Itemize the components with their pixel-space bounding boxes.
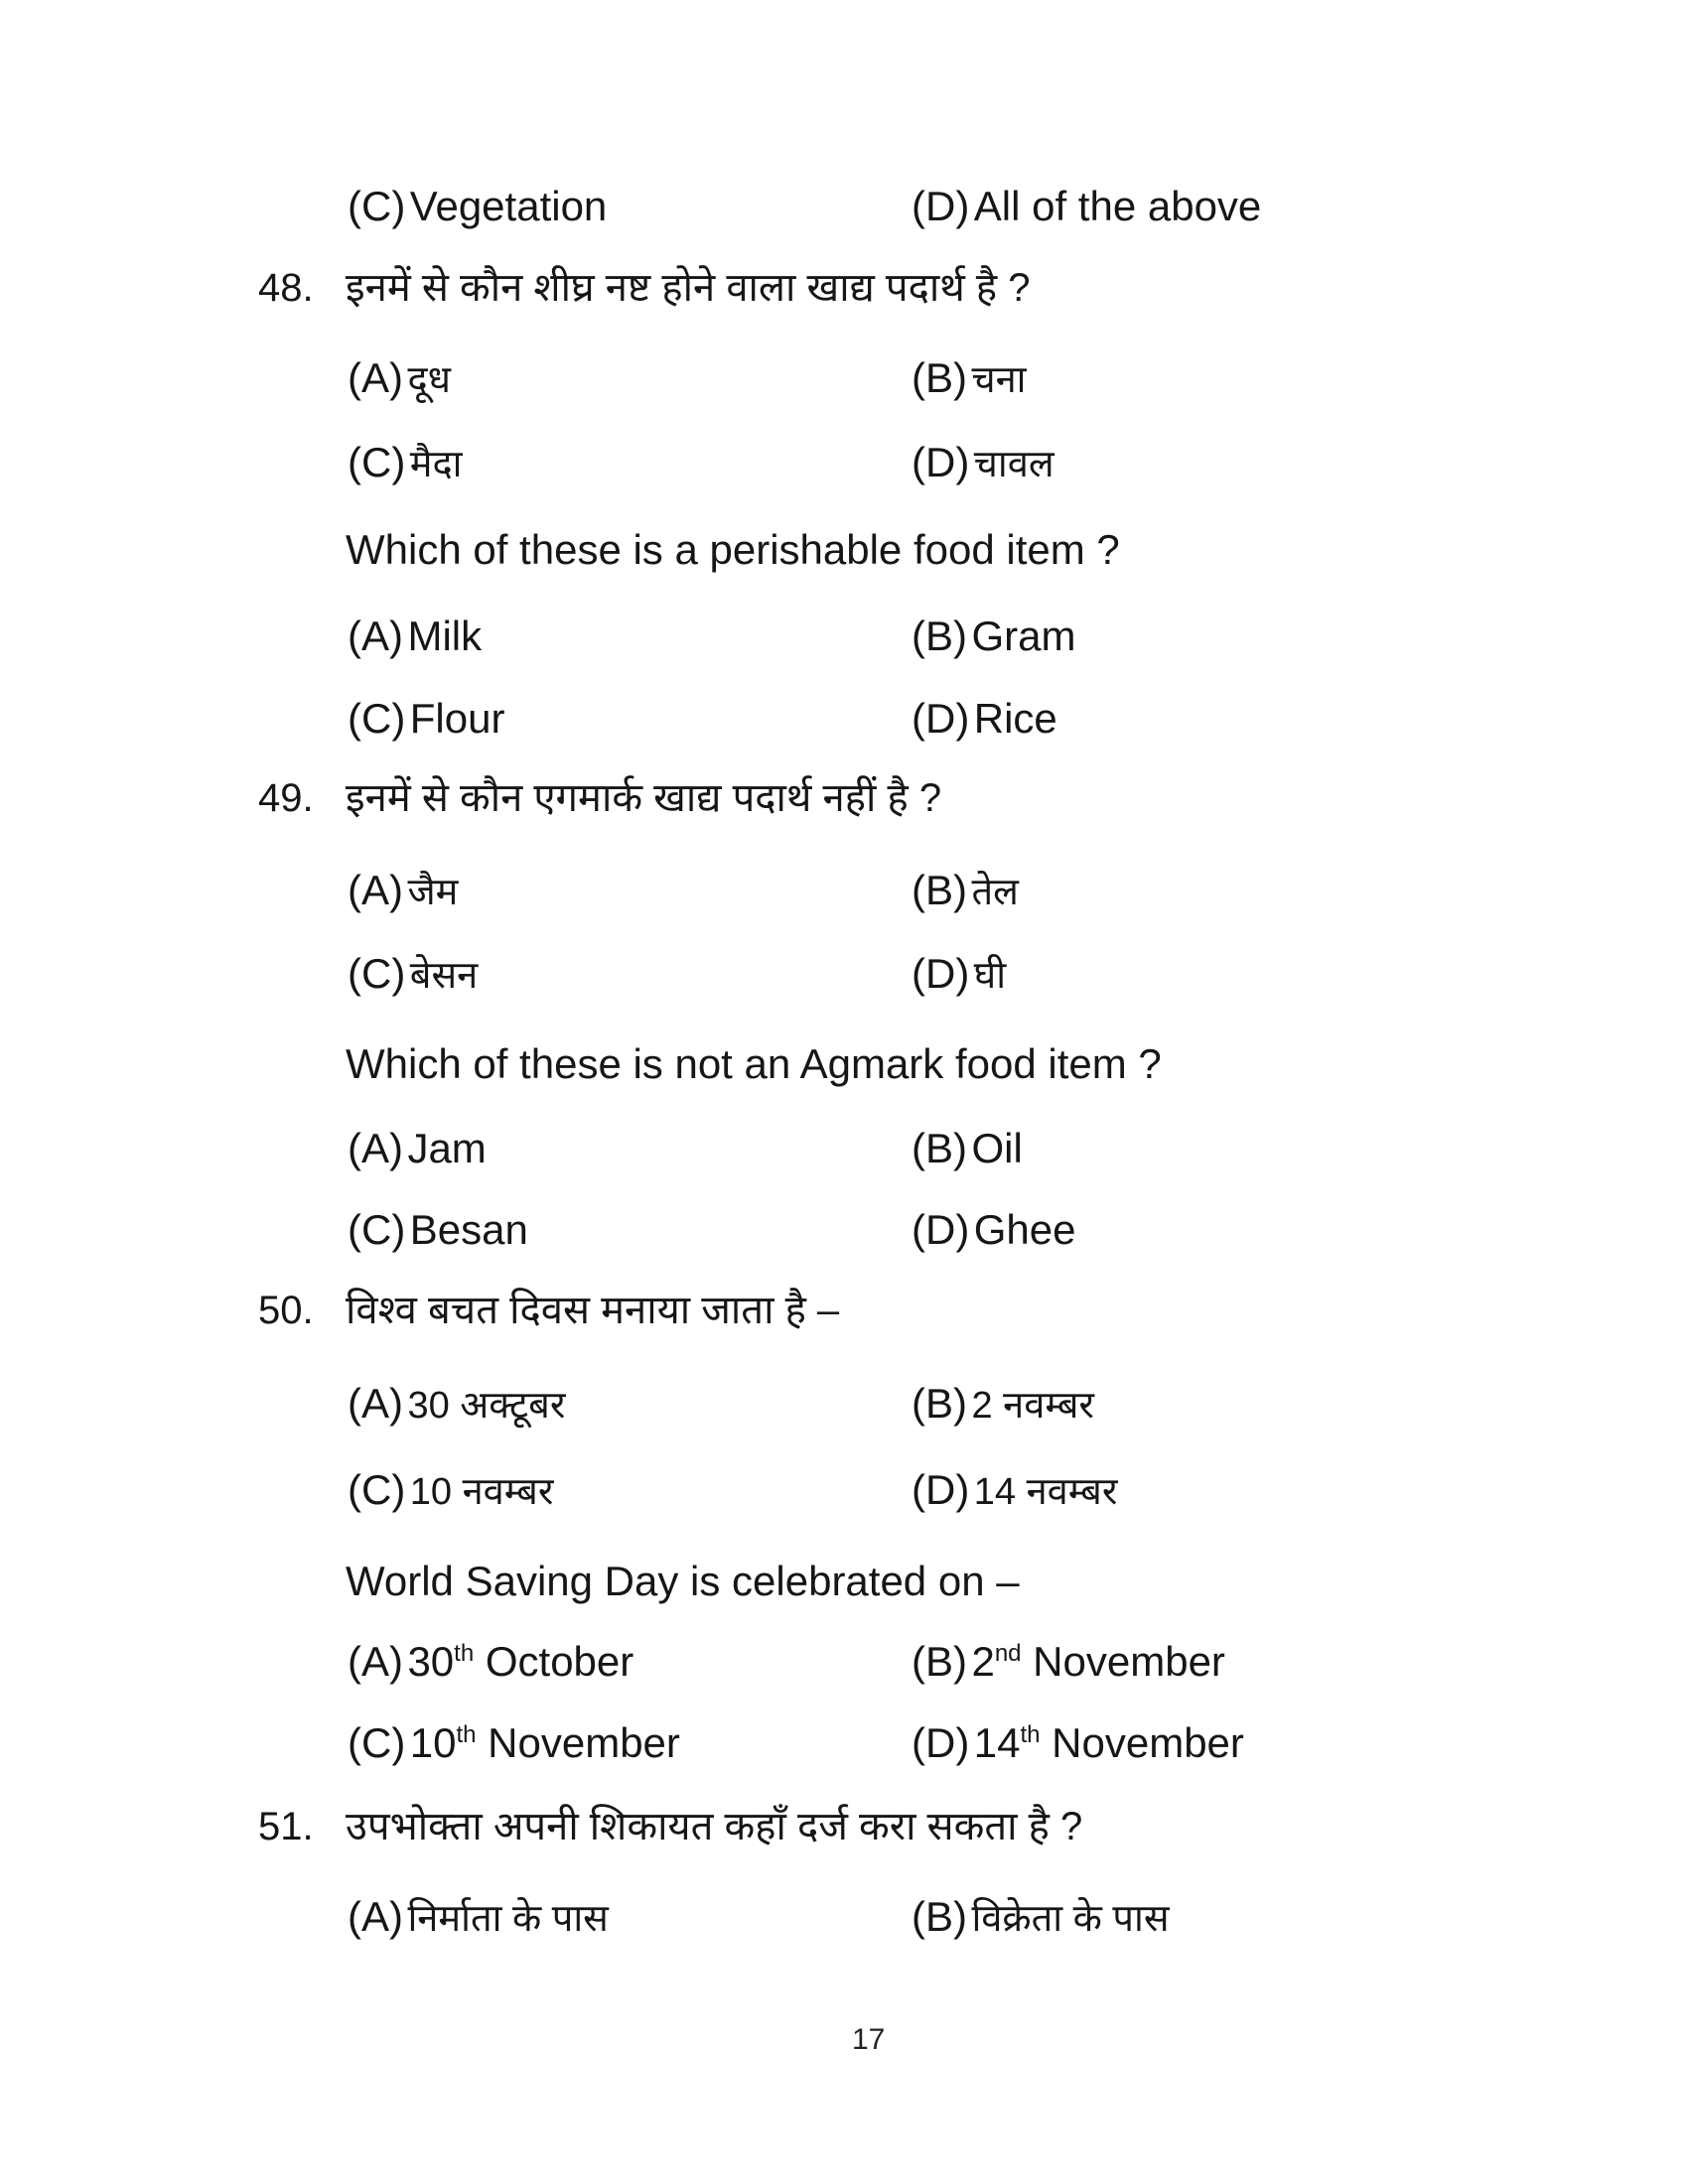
option-d: [912, 1206, 1076, 1254]
option-a: [348, 1893, 609, 1942]
option-text: All of the above: [973, 183, 1262, 229]
option-d: [912, 1466, 1117, 1515]
option-text: Gram: [971, 613, 1076, 659]
ordinal-suffix: th: [454, 1640, 475, 1667]
option-letter: (A): [348, 1893, 403, 1940]
option-month: November: [1021, 1638, 1225, 1685]
option-b: [912, 1638, 1225, 1686]
question-text-english: Which of these is a perishable food item ?: [346, 526, 1120, 573]
option-c: [348, 950, 478, 999]
option-letter: (D): [912, 1719, 970, 1766]
option-text: [410, 1719, 680, 1766]
option-text: 30 अक्टूबर: [407, 1385, 566, 1427]
option-c: [348, 695, 504, 743]
option-letter: (B): [912, 1893, 967, 1940]
ordinal-suffix: th: [456, 1721, 477, 1748]
option-a: [348, 1638, 633, 1686]
option-a: [348, 867, 458, 915]
option-day-number: 2: [971, 1638, 995, 1685]
option-letter: (D): [912, 1466, 970, 1513]
option-text: Jam: [407, 1125, 487, 1171]
option-text: 14 नवम्बर: [973, 1471, 1118, 1513]
option-letter: (B): [912, 867, 967, 913]
option-b: [912, 1125, 1023, 1172]
option-letter: (D): [912, 183, 970, 229]
option-d: [912, 439, 1055, 487]
option-letter: (B): [912, 354, 967, 401]
option-d: [912, 1719, 1244, 1767]
option-a: [348, 1125, 487, 1172]
option-day-number: 10: [409, 1719, 457, 1766]
option-text: बेसन: [409, 955, 479, 997]
option-text: 2 नवम्बर: [971, 1385, 1094, 1427]
question-number: 49.: [258, 776, 314, 820]
option-a: [348, 613, 482, 660]
option-letter: (D): [912, 695, 970, 742]
option-text: 10 नवम्बर: [409, 1471, 554, 1513]
option-text: तेल: [971, 872, 1019, 913]
option-text: दूध: [407, 359, 452, 401]
question-text-english: World Saving Day is celebrated on –: [346, 1558, 1020, 1604]
option-letter: (A): [348, 867, 403, 913]
option-c: [348, 1206, 528, 1254]
option-letter: (D): [912, 439, 970, 485]
option-text: [971, 1638, 1224, 1685]
option-text: निर्माता के पास: [407, 1898, 609, 1940]
option-letter: (D): [912, 950, 970, 997]
option-c: [348, 439, 463, 487]
option-b: [912, 354, 1027, 403]
option-text: Besan: [409, 1206, 528, 1253]
option-letter: (A): [348, 1125, 403, 1171]
question-text-hindi: इनमें से कौन शीघ्र नष्ट होने वाला खाद्य पदार्थ है ?: [346, 266, 1031, 310]
option-letter: (C): [348, 1466, 406, 1513]
option-letter: (B): [912, 1638, 967, 1685]
option-letter: (C): [348, 695, 406, 742]
option-a: [348, 1380, 565, 1429]
option-text: [407, 1638, 633, 1685]
option-text: घी: [973, 955, 1007, 997]
option-text: Oil: [971, 1125, 1023, 1171]
option-b: [912, 867, 1019, 915]
option-b: [912, 613, 1075, 660]
ordinal-suffix: th: [1020, 1721, 1041, 1748]
option-text: Ghee: [973, 1206, 1076, 1253]
option-letter: (C): [348, 1719, 406, 1766]
ordinal-suffix: nd: [994, 1640, 1022, 1667]
question-text-hindi: विश्व बचत दिवस मनाया जाता है –: [346, 1289, 840, 1332]
option-month: November: [1040, 1719, 1244, 1766]
option-letter: (C): [348, 439, 406, 485]
option-letter: (C): [348, 1206, 406, 1253]
option-text: मैदा: [409, 444, 463, 485]
carryover-option-d: [912, 183, 1261, 230]
option-day-number: 14: [973, 1719, 1021, 1766]
option-letter: (C): [348, 950, 406, 997]
option-letter: (D): [912, 1206, 970, 1253]
option-d: [912, 950, 1006, 999]
option-text: चावल: [973, 444, 1055, 485]
option-letter: (B): [912, 1125, 967, 1171]
option-day-number: 30: [407, 1638, 455, 1685]
option-month: October: [474, 1638, 634, 1685]
option-month: November: [476, 1719, 680, 1766]
option-c: [348, 1719, 680, 1767]
option-c: [348, 1466, 553, 1515]
option-letter: (B): [912, 1380, 967, 1427]
option-letter: (B): [912, 613, 967, 659]
page-number: 17: [852, 2023, 886, 2056]
option-text: विक्रेता के पास: [971, 1898, 1170, 1940]
carryover-option-c: [348, 183, 607, 230]
question-number: 51.: [258, 1805, 314, 1848]
option-text: Milk: [407, 613, 483, 659]
question-text-hindi: उपभोक्ता अपनी शिकायत कहाँ दर्ज करा सकता है ?: [346, 1805, 1083, 1848]
option-d: [912, 695, 1057, 743]
option-letter: (C): [348, 183, 406, 229]
option-letter: (A): [348, 1380, 403, 1427]
option-text: Flour: [409, 695, 505, 742]
option-text: Vegetation: [409, 183, 608, 229]
option-a: [348, 354, 451, 403]
question-number: 50.: [258, 1289, 314, 1332]
option-b: [912, 1380, 1094, 1429]
option-letter: (A): [348, 613, 403, 659]
option-letter: (A): [348, 1638, 403, 1685]
option-text: [974, 1719, 1244, 1766]
question-text-hindi: इनमें से कौन एगमार्क खाद्य पदार्थ नहीं है ?: [346, 776, 942, 820]
question-number: 48.: [258, 266, 314, 310]
option-text: चना: [971, 359, 1027, 401]
option-letter: (A): [348, 354, 403, 401]
option-b: [912, 1893, 1170, 1942]
question-text-english: Which of these is not an Agmark food item ?: [346, 1040, 1162, 1087]
option-text: Rice: [973, 695, 1057, 742]
option-text: जैम: [407, 872, 459, 913]
